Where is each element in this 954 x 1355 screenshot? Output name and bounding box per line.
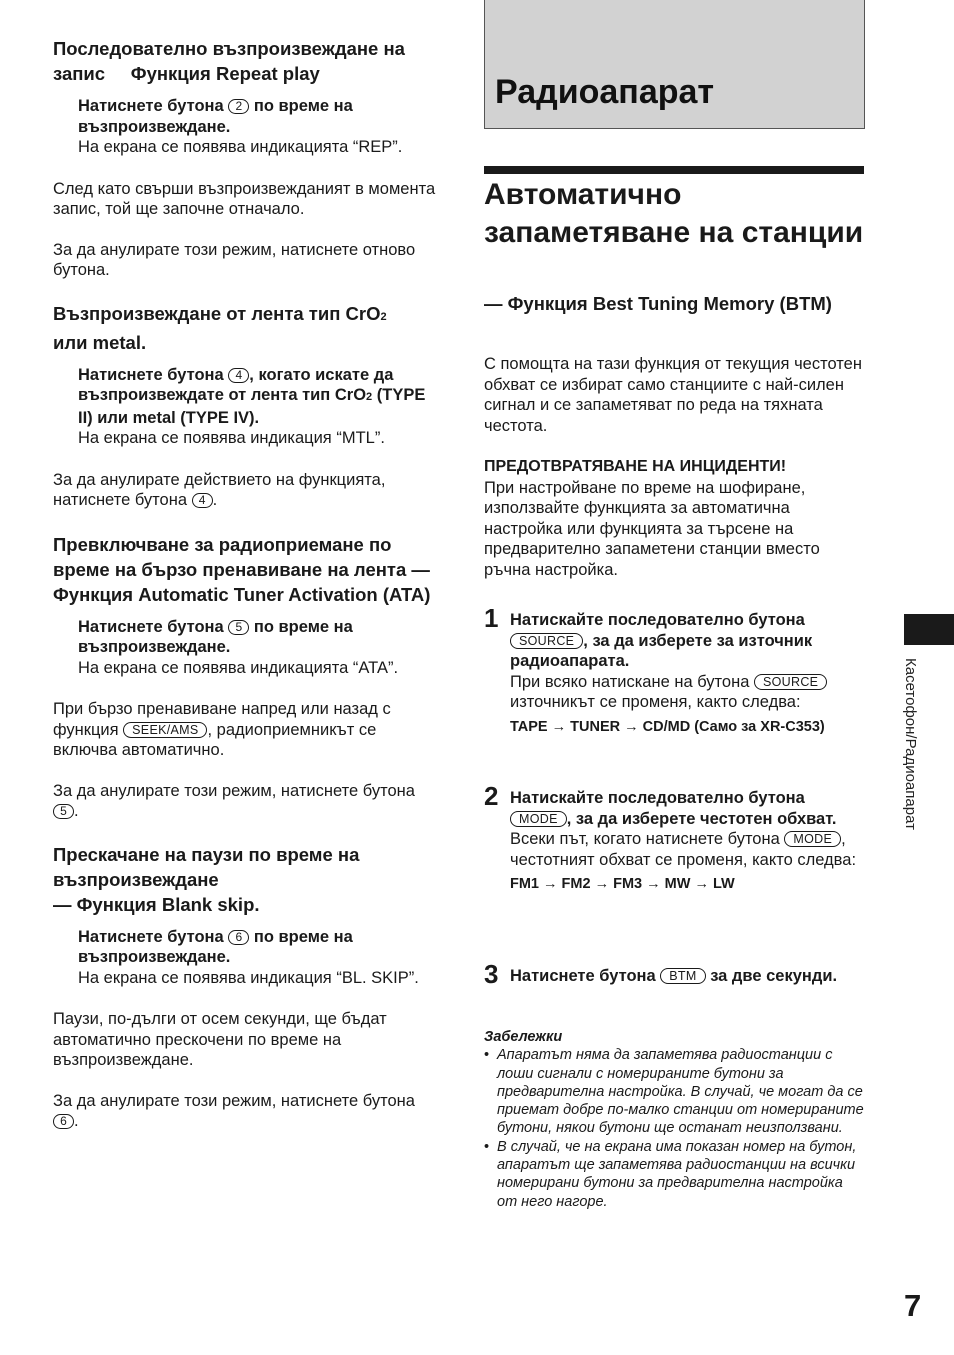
preset-button-4: 4 (228, 368, 249, 383)
section-ata (53, 532, 438, 822)
section-heading: Възпроизвеждане от лента тип CrO2 или metal. (53, 302, 387, 353)
section-subtitle: — Функция Best Tuning Memory (BTM) (484, 293, 832, 314)
paragraph: За да анулирате този режим, натиснете бутона 6 . (53, 1091, 415, 1130)
preset-button-6: 6 (53, 1114, 74, 1129)
step-number: 3 (484, 959, 499, 989)
step-number: 1 (484, 603, 499, 633)
note-item: • В случай, че на екрана има показан номер на бутон, апаратът ще запаметява радиостанции на всички номерирани бутони за предварителна настройка от него нагоре. (484, 1138, 864, 1211)
instruction: Натиснете бутона 6 по време на възпроизвеждане. На екрана се появява индикация “BL. SKIP”. (78, 927, 419, 987)
section-cro2-metal (53, 301, 438, 511)
step-1: 1 Натискайте последователно бутона SOURCE , за да изберете за източник радиоапарата. При всяко натискане на бутона SOURCE източникът се променя, както следва: TAPE → TUNER → CD/MD (Само за XR-C353) (484, 610, 866, 737)
paragraph: След като свърши възпроизвежданият в момента запис, той ще започне отначало. (53, 179, 436, 218)
warning-title: ПРЕДОТВРАТЯВАНЕ НА ИНЦИДЕНТИ! (484, 458, 787, 475)
preset-button-4: 4 (192, 493, 213, 508)
source-button: SOURCE (754, 674, 827, 690)
step-number: 2 (484, 781, 499, 811)
btm-button: BTM (660, 968, 705, 984)
paragraph: Паузи, по-дълги от осем секунди, ще бъдат автоматично прескочени по време на възпроизвеждане. (53, 1010, 387, 1069)
left-column (53, 36, 438, 1132)
section-heading: Прескачане на паузи по време на възпроизвеждане — Функция Blank skip. (53, 843, 360, 915)
side-tab-label: Касетофон/Радиоапарат (902, 658, 919, 830)
source-sequence: TAPE → TUNER → CD/MD (Само за XR-C353) (510, 718, 825, 735)
mode-button: MODE (784, 831, 841, 847)
seek-ams-button: SEEK/AMS (123, 722, 207, 738)
paragraph: За да анулирате този режим, натиснете отново бутона. (53, 240, 416, 279)
warning-block (484, 457, 866, 580)
note-item: • Апаратът няма да запаметява радиостанции с лоши сигнали с номерираните бутони за предварителна настройка. В случай, че могат да се приемат добре по-малко станции от номерираните бутони, някои бутони ще останат неизползвани. (484, 1046, 864, 1137)
section-repeat-play (53, 36, 438, 281)
preset-button-5: 5 (228, 620, 249, 635)
source-button: SOURCE (510, 633, 583, 649)
chapter-title: Радиоапарат (495, 73, 715, 111)
page-number: 7 (904, 1288, 922, 1323)
preset-button-5: 5 (53, 804, 74, 819)
side-tab-marker (904, 614, 954, 645)
heading-rule (484, 166, 864, 174)
section-title: Автоматично запаметяване на станции (484, 178, 864, 249)
notes-block (484, 1028, 864, 1211)
step-2: 2 Натискайте последователно бутона MODE , за да изберете честотен обхват. Всеки път, когато натиснете бутона MODE , честотният обхват се променя, както следва: FM1 → FM2 → FM3 → MW → LW (484, 788, 866, 894)
paragraph: При бързо пренавиване напред или назад с функция SEEK/AMS , радиоприемникът се включва автоматично. (53, 700, 391, 759)
mode-button: MODE (510, 811, 567, 827)
section-heading: Превключване за радиоприемане по време на бързо пренавиване на лента — Функция Automatic Tuner Activation (ATA) (53, 533, 431, 605)
instruction: Натиснете бутона 2 по време на възпроизвеждане. На екрана се появява индикацията “REP”. (78, 97, 403, 156)
intro-paragraph: С помощта на тази функция от текущия честотен обхват се избират само станциите с най-силен сигнал и се запаметяват по реда на тяхната честота. (484, 355, 862, 435)
paragraph: За да анулирате действието на функцията, натиснете бутона 4 . (53, 470, 386, 509)
section-blank-skip (53, 842, 438, 1132)
preset-button-6: 6 (228, 930, 249, 945)
notes-list (484, 1046, 864, 1211)
paragraph: За да анулирате този режим, натиснете бутона 5 . (53, 781, 415, 820)
warning-text: При настройване по време на шофиране, използвайте функцията за автоматична настройка или функцията за търсене на предварително запаметени станции вместо ръчна настройка. (484, 478, 820, 579)
band-sequence: FM1 → FM2 → FM3 → MW → LW (510, 876, 735, 892)
notes-title: Забележки (484, 1029, 563, 1045)
preset-button-2: 2 (228, 99, 249, 114)
step-3: 3 Натиснете бутона BTM за две секунди. (484, 959, 838, 989)
chapter-title-box (484, 0, 865, 129)
instruction: Натиснете бутона 5 по време на възпроизвеждане. На екрана се появява индикацията “ATA”. (78, 617, 399, 677)
section-heading: Последователно възпроизвеждане на запис Функция Repeat play (53, 38, 405, 84)
instruction: Натиснете бутона 4 , когато искате да възпроизвеждате от лента тип CrO2 (TYPE II) или metal (TYPE IV). На екрана се появява индикация “MTL”. (78, 365, 426, 447)
